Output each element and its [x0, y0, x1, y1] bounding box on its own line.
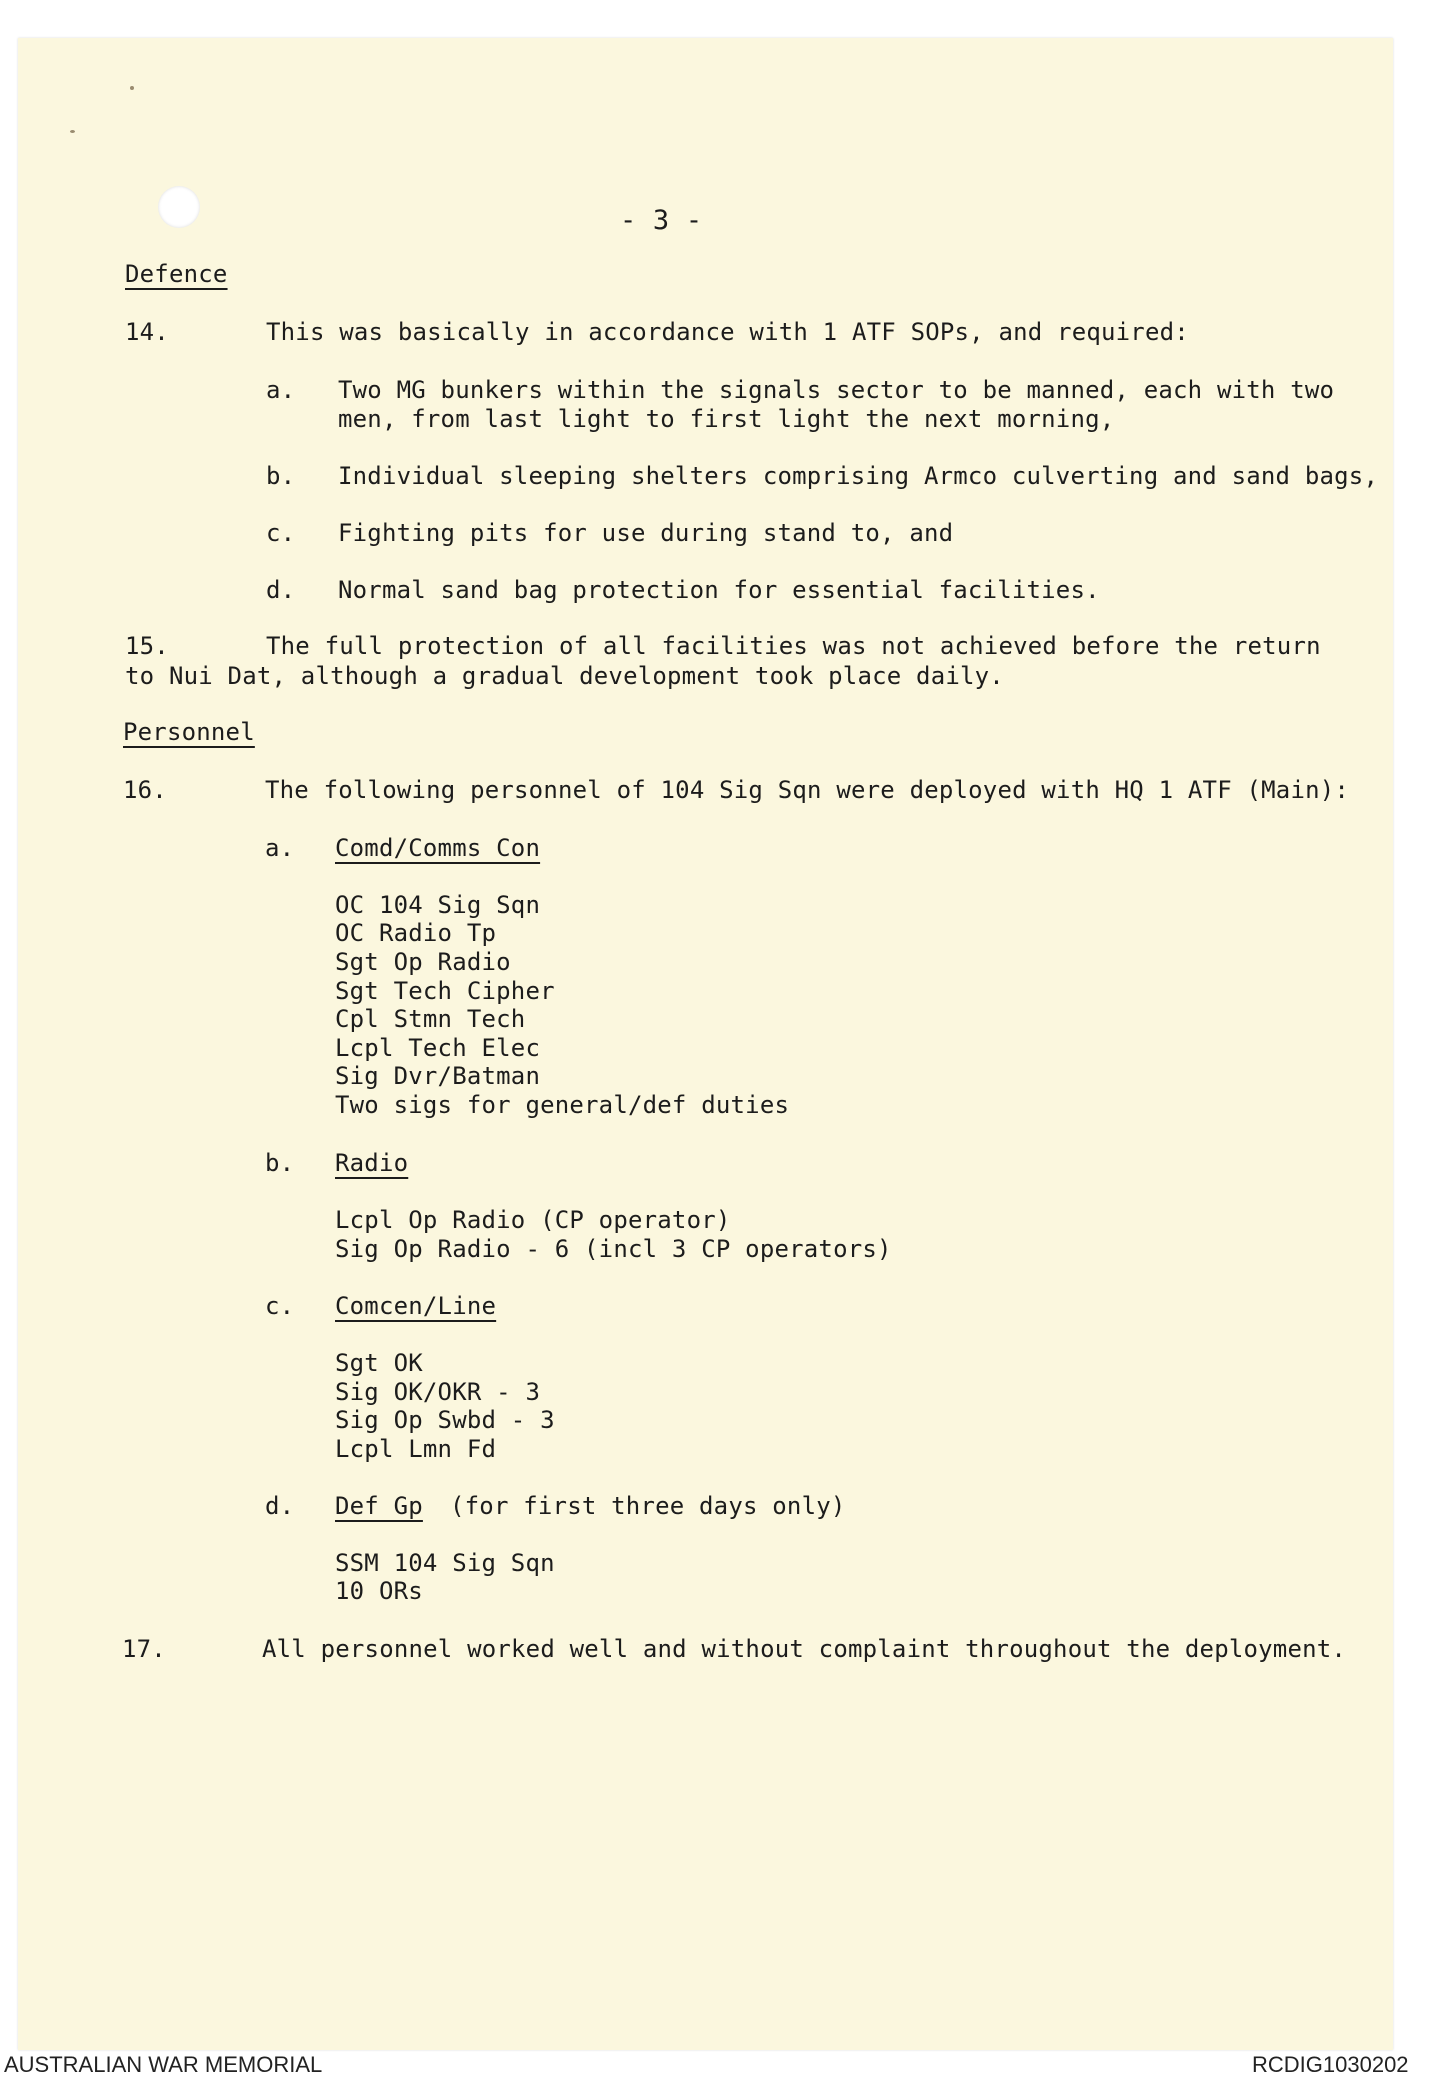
- item-marker: a.: [266, 376, 296, 404]
- item-marker: c.: [266, 519, 296, 547]
- item-text-line: Individual sleeping shelters comprising Armco culverting and sand bags,: [338, 462, 1379, 490]
- item-marker: d.: [266, 576, 296, 604]
- paragraph-15-line: The full protection of all facilities was not achieved before the return: [266, 632, 1321, 660]
- group-title-def-gp: Def Gp: [335, 1492, 423, 1520]
- personnel-line: OC 104 Sig Sqn: [335, 891, 541, 919]
- personnel-line: Two sigs for general/def duties: [335, 1091, 790, 1119]
- paragraph-number-15: 15.: [125, 632, 169, 660]
- item-text-line: Fighting pits for use during stand to, and: [338, 519, 954, 547]
- personnel-line: Lcpl Tech Elec: [335, 1034, 541, 1062]
- item-text-line: Normal sand bag protection for essential facilities.: [338, 576, 1100, 604]
- item-text-line: men, from last light to first light the next morning,: [338, 405, 1115, 433]
- paragraph-16-text: The following personnel of 104 Sig Sqn were deployed with HQ 1 ATF (Main):: [265, 776, 1350, 804]
- personnel-line: Sig Dvr/Batman: [335, 1062, 541, 1090]
- personnel-line: Sig OK/OKR - 3: [335, 1378, 541, 1406]
- item-text-line: Two MG bunkers within the signals sector to be manned, each with two: [338, 376, 1335, 404]
- paragraph-17-text: All personnel worked well and without complaint throughout the deployment.: [262, 1635, 1347, 1663]
- group-marker: d.: [265, 1492, 295, 1520]
- group-note: (for first three days only): [450, 1492, 846, 1520]
- personnel-line: SSM 104 Sig Sqn: [335, 1549, 555, 1577]
- paragraph-number-17: 17.: [122, 1635, 166, 1663]
- paper-speck: [130, 86, 134, 90]
- personnel-line: 10 ORs: [335, 1577, 423, 1605]
- personnel-line: Cpl Stmn Tech: [335, 1005, 526, 1033]
- personnel-line: Sgt Tech Cipher: [335, 977, 555, 1005]
- footer-reference-id: RCDIG1030202: [1252, 2052, 1409, 2077]
- paragraph-14-text: This was basically in accordance with 1 ATF SOPs, and required:: [266, 318, 1189, 346]
- group-marker: a.: [265, 834, 295, 862]
- group-title-radio: Radio: [335, 1149, 409, 1177]
- personnel-line: Lcpl Op Radio (CP operator): [335, 1206, 731, 1234]
- page-number: - 3 -: [620, 205, 703, 236]
- section-heading-defence: Defence: [125, 260, 228, 288]
- paper-speck: [70, 130, 75, 133]
- paragraph-15-line: to Nui Dat, although a gradual development took place daily.: [125, 662, 1004, 690]
- footer-source: AUSTRALIAN WAR MEMORIAL: [4, 2052, 323, 2077]
- personnel-line: Sgt Op Radio: [335, 948, 511, 976]
- group-title-comcen-line: Comcen/Line: [335, 1292, 497, 1320]
- personnel-line: Sig Op Swbd - 3: [335, 1406, 555, 1434]
- personnel-line: OC Radio Tp: [335, 919, 497, 947]
- personnel-line: Lcpl Lmn Fd: [335, 1435, 497, 1463]
- paragraph-number-14: 14.: [125, 318, 169, 346]
- group-marker: c.: [265, 1292, 295, 1320]
- item-marker: b.: [266, 462, 296, 490]
- punch-hole: [158, 186, 200, 228]
- group-title-comd-comms-con: Comd/Comms Con: [335, 834, 541, 862]
- section-heading-personnel: Personnel: [123, 718, 255, 746]
- paragraph-number-16: 16.: [123, 776, 167, 804]
- personnel-line: Sig Op Radio - 6 (incl 3 CP operators): [335, 1235, 892, 1263]
- personnel-line: Sgt OK: [335, 1349, 423, 1377]
- group-marker: b.: [265, 1149, 295, 1177]
